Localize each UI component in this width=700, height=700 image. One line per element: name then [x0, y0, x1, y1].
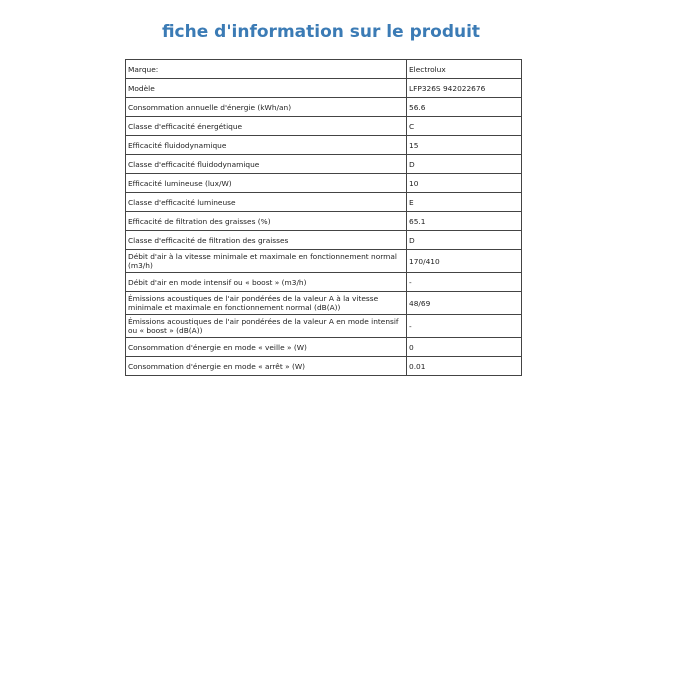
table-row [126, 212, 522, 231]
table-row [126, 117, 522, 136]
row-label: Classe d'efficacité fluidodynamique [126, 155, 407, 174]
table-row [126, 357, 522, 376]
row-label: Efficacité fluidodynamique [126, 136, 407, 155]
row-value: 170/410 [407, 250, 522, 273]
table-row [126, 60, 522, 79]
table-row [126, 292, 522, 315]
row-value: - [407, 315, 522, 338]
row-label: Émissions acoustiques de l'air pondérées de la valeur A à la vitesse minimale et maximale en fonctionnement normal (dB(A)) [126, 292, 407, 315]
table-row [126, 193, 522, 212]
row-value: Electrolux [407, 60, 522, 79]
row-value: 56.6 [407, 98, 522, 117]
row-value: 48/69 [407, 292, 522, 315]
table-row [126, 273, 522, 292]
row-label: Modèle [126, 79, 407, 98]
row-value: 0 [407, 338, 522, 357]
row-label: Efficacité lumineuse (lux/W) [126, 174, 407, 193]
table-row [126, 174, 522, 193]
page-title: fiche d'information sur le produit [161, 22, 481, 42]
row-value: 65.1 [407, 212, 522, 231]
table-row [126, 155, 522, 174]
row-label: Classe d'efficacité énergétique [126, 117, 407, 136]
row-label: Débit d'air en mode intensif ou « boost » (m3/h) [126, 273, 407, 292]
row-label: Consommation annuelle d'énergie (kWh/an) [126, 98, 407, 117]
row-label: Classe d'efficacité lumineuse [126, 193, 407, 212]
table-row [126, 315, 522, 338]
row-value: 0.01 [407, 357, 522, 376]
row-label: Émissions acoustiques de l'air pondérées de la valeur A en mode intensif ou « boost » (dB(A)) [126, 315, 407, 338]
row-value: 10 [407, 174, 522, 193]
row-label: Débit d'air à la vitesse minimale et maximale en fonctionnement normal (m3/h) [126, 250, 407, 273]
row-label: Consommation d'énergie en mode « arrêt » (W) [126, 357, 407, 376]
table-row [126, 79, 522, 98]
row-value: 15 [407, 136, 522, 155]
product-info-table [125, 59, 522, 376]
row-value: - [407, 273, 522, 292]
row-value: LFP326S 942022676 [407, 79, 522, 98]
row-value: D [407, 231, 522, 250]
table-row [126, 338, 522, 357]
row-value: D [407, 155, 522, 174]
row-label: Efficacité de filtration des graisses (%) [126, 212, 407, 231]
row-label: Consommation d'énergie en mode « veille » (W) [126, 338, 407, 357]
table-row [126, 98, 522, 117]
row-value: E [407, 193, 522, 212]
row-value: C [407, 117, 522, 136]
table-row [126, 250, 522, 273]
row-label: Classe d'efficacité de filtration des graisses [126, 231, 407, 250]
row-label: Marque: [126, 60, 407, 79]
table-row [126, 136, 522, 155]
table-row [126, 231, 522, 250]
